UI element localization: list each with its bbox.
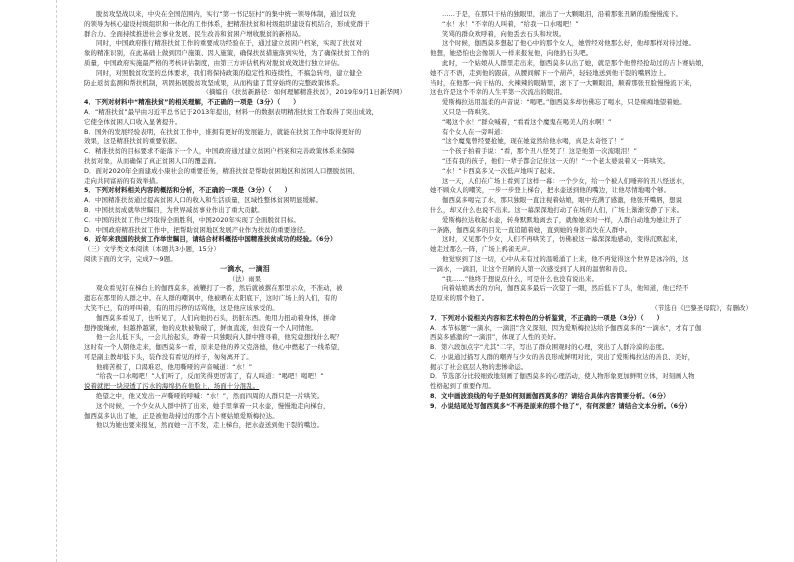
right-column-line [430, 245, 752, 255]
left-column-line [84, 392, 406, 402]
right-column-line [430, 10, 752, 20]
right-column-line [430, 206, 752, 216]
left-column-line [84, 98, 406, 108]
left-column-line-text: 它使全体贫困人口收入显著提升。 [84, 117, 182, 126]
left-column-line-text: 阅读下面的文字，完成7～9题。 [84, 254, 177, 263]
left-column-line [84, 235, 406, 245]
right-column-line [430, 216, 752, 226]
right-column-line-text: 一滴水，一滴泪，让这个丑陋的人第一次感受到了人间的温情和善良。 [430, 264, 632, 273]
right-column-line-text: 8．文中画波浪线的句子是如何刻画伽西莫多的？请结合具体内容简要分析。（6分） [430, 392, 670, 401]
right-column-line-text: 他觉察到了这一切，心中从未有过的温暖涌了上来，他不再觉得这个世界是冰冷的，这 [442, 254, 689, 263]
right-column-line-text: 性格起到了重要作用。 [430, 382, 495, 391]
left-column-line-text: A．中国精准扶贫通过提高贫困人口的收入和生活质量，区域性整体贫困明显缓解。 [84, 196, 323, 205]
right-column-line [430, 30, 752, 40]
right-column-line [430, 88, 752, 98]
left-column-line-text: 一滴水，一滴泪 [220, 264, 270, 273]
left-column-line-text: 走向共同富裕的有效举措。 [84, 176, 162, 185]
left-column-line [84, 137, 406, 147]
right-column-line [430, 275, 752, 285]
right-column-line [430, 98, 752, 108]
left-column-line [84, 196, 406, 206]
left-column-line [84, 206, 406, 216]
right-column-line-text: “这个魔鬼曾经要抢她，现在她竟然给他水喝，真是太奇怪了！” [442, 137, 625, 146]
left-column-line [84, 39, 406, 49]
left-column-line [84, 128, 406, 138]
left-column-line [84, 69, 406, 79]
left-column-line-text: 这时有一个人朝他走来，伽西莫多一看，原来是他的养父克洛德，他心中燃起了一线希望， [84, 343, 344, 352]
left-column-line-text: 观众看见钉在梯台上的伽西莫多，被鞭打了一番，然后就被撂在那里示众，不准动，被 [96, 284, 343, 293]
right-column-line [430, 226, 752, 236]
binding-margin-rule [56, 0, 57, 562]
left-column-line-text: （法）雨果 [228, 274, 262, 283]
left-column-line-text: 这个时候，一个少女从人群中挤了出来，她手里拿着一只水壶，慢慢地走向梯台， [96, 401, 330, 410]
left-column-line-text: D．面对2020年全面建成小康社会的重要任务，精准扶贫是帮助贫困地区和贫困人口摆脱贫困、 [84, 166, 359, 175]
right-column-line [430, 353, 752, 363]
right-column-line-text: ……于是，在那只干枯的独眼里，滚出了一大颗眼泪，沿着那张丑陋的脸慢慢流下。 [442, 10, 683, 18]
right-column-line [430, 392, 752, 402]
left-column-line [84, 147, 406, 157]
right-column-line-text: 一个孩子拍着手说：“看，那个丑八怪哭了！这是他第一次流眼泪！” [442, 147, 638, 156]
right-column-line [430, 382, 752, 392]
right-column-line-text: “水！”卡西莫多又一次低声地叫了起来。 [442, 166, 560, 175]
right-column-line-text: “还有我的孩子，他们一辈子都会记住这一天的！”一个老太婆说着又一阵哄笑。 [442, 156, 670, 165]
left-column-line [84, 157, 406, 167]
right-column-line [430, 363, 752, 373]
left-column-line-text: 4．下列对材料中“精准扶贫”的相关理解，不正确的一项是（3分）（ ） [84, 98, 300, 107]
right-column-line-text: 她不顾众人的嘲笑，一步一步登上梯台，把水壶送到他的嘴边，让他尽情地喝个够。 [430, 186, 671, 195]
left-column-line-text: 扶贫对象，从而确保了真正贫困人口的覆盖面。 [84, 156, 221, 165]
right-column-line-text: A．本节标题“一滴水，一滴泪”含义深刻，因为爱斯梅拉达给予伽西莫多的“一滴水”，才有了伽 [430, 323, 702, 332]
right-column-line [430, 196, 752, 206]
left-column-line [84, 372, 406, 382]
left-column-line [84, 177, 406, 187]
right-column-line-text: 此时，一个姑娘从人群里走出来，伽西莫多认出了她，就是那个他曾经抢劫过的吉卜赛姑娘， [442, 58, 709, 67]
right-column-line-text: 是原来的那个他了。 [430, 294, 489, 303]
right-column-line-text: （节选自《巴黎圣母院》，有删改） [651, 303, 752, 312]
left-column-line [84, 402, 406, 412]
right-column-line-text: C．小说通过描写人群的嘲弄与少女的善良形成鲜明对比，突出了爱斯梅拉达的善良、美好， [430, 352, 695, 361]
right-column-line-text: 这也许是这个不幸的人生平第一次流出的眼泪。 [430, 88, 567, 97]
left-column-line-text: 伽西莫多看见了，也听见了，人们向他扔石头，扔脏东西。他用力扭动着身体，拼命 [96, 313, 337, 322]
right-column-line [430, 147, 752, 157]
left-column-line-text: 遗忘在那里的人群之中。在人群的嘲讽中，他被晒在太阳底下，这时广场上的人们，有的 [84, 294, 338, 303]
left-column-line [84, 284, 406, 294]
right-column-line-text: “水！水！”不幸的人叫着，“给我一口水喝吧！” [442, 19, 579, 28]
right-column-line-text: 一条路，伽西莫多的目光一直追随着她，直到她的身影消失在人群中。 [430, 225, 632, 234]
right-column-line [430, 265, 752, 275]
right-column-line [430, 177, 752, 187]
left-column-line [84, 186, 406, 196]
left-column-line-text: 效果，这是精准扶贫的重要依据。 [84, 137, 182, 146]
right-column-line-text: 这一天，人们在广场上看到了这样一幕：一个少女，给一个被人们唾弃的丑八怪送水， [442, 176, 689, 185]
left-column-line [84, 226, 406, 236]
left-column-line-text: 可是副主教却低下头，装作没有看见的样子，匆匆离开了。 [84, 352, 253, 361]
left-column-line-text: 6．近年来我国的扶贫工作举世瞩目，请结合材料概括中国精准扶贫成功的经验。（6分） [84, 235, 337, 244]
left-column-line-text: 说着就把一块浸透了污水的海绵扔在他脸上，场面十分混乱。 [84, 382, 260, 391]
left-column-line-text: 象的精准识别，在此基础上做到因户施策、因人施策，确保扶贫措施落到实处，为了确保扶贫工作的 [84, 49, 370, 58]
left-column-line [84, 363, 406, 373]
right-column-line-text: 什么，却又什么也说不出来。这一幕深深地打动了在场的人们，广场上渐渐安静了下来。 [430, 205, 684, 214]
left-column-line [84, 421, 406, 431]
left-column-line-text: 他痛苦极了，口渴难忍，他用嘶哑的声音喊道：“水！” [96, 362, 253, 371]
right-column-line [430, 20, 752, 30]
right-column-line-text: 有个女人在一旁叫道： [442, 127, 507, 136]
left-column-line [84, 255, 406, 265]
right-column-line-text: 向着姑娘离去的方向，伽西莫多最后一次望了一眼，然后低下了头，他知道，他已经不 [442, 284, 689, 293]
left-column-line [84, 412, 406, 422]
right-column-line-text: 这时，又见那个少女，人们不再哄笑了，仿佛被这一幕深深地感动，变得沉默起来， [442, 235, 683, 244]
right-column-line [430, 69, 752, 79]
left-column-line-text: 伽西莫多认出了她，正是被他劫持过的那个吉卜赛姑娘爱斯梅拉达。 [84, 411, 279, 420]
left-column-line-text: 他一会儿低下头，一会儿抬起头，睁着一只独眼向人群中搜寻着，他究竟想找什么呢？ [96, 333, 343, 342]
right-column-line [430, 128, 752, 138]
right-column-line [430, 137, 752, 147]
left-column-line-text: B．中国扶贫成就举世瞩目，为世界减贫事业作出了重大贡献。 [84, 205, 264, 214]
left-column-line [84, 49, 406, 59]
right-column-line [430, 304, 752, 314]
left-column-line-text: 绝望之中，他又发出一声嘶哑的呼喊：“水！”，然而四周的人群只是一片哄笑。 [96, 392, 324, 401]
left-column-line-text: （三）文学类文本阅读（本题共3小题，15分） [84, 245, 220, 254]
left-column-line-text: 5．下列对材料相关内容的概括和分析，不正确的一项是（3分）（ ） [84, 186, 292, 195]
right-column-line [430, 294, 752, 304]
left-column-line-text: D．中国政府精准扶贫工作中，把帮助贫困地区发展产业作为扶贫的重要途径。 [84, 225, 310, 234]
left-column-line [84, 304, 406, 314]
right-column-line [430, 108, 752, 118]
left-column-line [84, 108, 406, 118]
right-column-line-text: D．节选部分比较细致地刻画了伽西莫多的心理活动，使人物形象更加鲜明立体，对刻画人物 [430, 372, 695, 381]
left-column-line [84, 216, 406, 226]
left-column-line-text: 他以为她也要来报复，然而她一言不发，走上梯台，把水壶送到他干裂的嘴边。 [96, 421, 324, 430]
right-column-line-text: 爱斯梅拉达用温柔的声音说：“喝吧。”伽西莫多却仿佛忘了喝水，只是痴痴地望着她。 [442, 98, 686, 107]
right-column-line-text: 她不言不语，走到他的跟前，从腰间解下一个葫芦，轻轻地送到他干裂的嘴唇边上。 [430, 68, 671, 77]
right-column-line [430, 333, 752, 343]
right-column-line-text: 又只是一阵哄笑。 [442, 107, 494, 116]
right-column-line-text: 他想，她恐怕也会像别人一样来报复他，向他扔石头吧。 [430, 49, 593, 58]
right-column-line [430, 343, 752, 353]
right-column-line-text: 西莫多感激的“一滴泪”，体现了人性的美好。 [430, 333, 561, 342]
left-column-line-text: A．“精准扶贫”最早由习近平总书记于2013年提出，材料一的数据表明精准扶贫工作取得了突出成效， [84, 107, 379, 116]
right-column-line [430, 255, 752, 265]
right-column-line [430, 39, 752, 49]
left-column-line-text: C．中国的扶贫工作已经取得全面胜利，中国2020年实现了全面脱贫目标。 [84, 215, 300, 224]
right-column-line [430, 167, 752, 177]
right-column-line [430, 372, 752, 382]
left-column-line [84, 10, 406, 20]
left-column-line-text: 想挣脱绳索，但越挣越紧，他的皮肤被勒破了，鲜血直流，但没有一个人同情他。 [84, 323, 318, 332]
left-column-line-text: 的领导为核心建设村级组织和一体化的工作体系，把精准扶贫和村级组织建设有机结合，形成党群干 [84, 19, 370, 28]
right-column-line [430, 79, 752, 89]
right-column [430, 10, 752, 412]
left-column-line [84, 314, 406, 324]
right-column-line-text: 伽西莫多喝完了水，那只独眼一直注视着姑娘，眼中充满了感激，他张开嘴唇，想说 [442, 196, 683, 205]
left-column-line [84, 294, 406, 304]
right-column-line-text: “我……”他终于想说点什么，可是什么也没有说出来。 [442, 274, 599, 283]
left-column-line [84, 79, 406, 89]
left-column-line-text: 脱贫攻坚战以来，中央在全国范围内，实行“第一书记驻村”的集中统一领导体制，通过以党 [96, 10, 356, 18]
right-column-line [430, 324, 752, 334]
left-column-line [84, 353, 406, 363]
left-column-line [84, 275, 406, 285]
left-column-line [84, 245, 406, 255]
right-column-line [430, 235, 752, 245]
right-column-line-text: 揭示了社会底层人物的悲惨命运。 [430, 362, 528, 371]
left-column-line [84, 324, 406, 334]
left-column-line-text: 防止返贫监测和帮扶机制，巩固拓展脱贫攻坚成果，从而构建了贯穿始终的完整政策体系。 [84, 78, 344, 87]
left-column-line [84, 30, 406, 40]
right-column-line-text: B．第六段加点字“尤其”二字，写出了群众围观时的心理，突出了人群冷漠的态度。 [430, 343, 669, 352]
left-column-line [84, 382, 406, 392]
left-column-line-text: C．精准扶贫的目标要求不能落下一个人，中国政府通过建立贫困户档案和完善政策体系来保障 [84, 147, 355, 156]
right-column-line-text: 这个时候，伽西莫多想起了他心中的那个女人，她曾经对他那么好，他却那样对待过她。 [442, 39, 696, 48]
left-column-line-text: 质量，中国政府实施最严格的考核评估制度，由第三方评估机构对脱贫成效进行独立评估。 [84, 58, 344, 67]
left-column-line-text: B．国外的发展经验表明，在扶贫工作中，谁拥有更好的发展能力，就能在扶贫工作中取得更好的 [84, 127, 362, 136]
right-column-line-text: 她走过那么一阵，广场上鸦雀无声。 [430, 245, 534, 254]
right-column-line [430, 49, 752, 59]
left-column-line-text: 同时，对照脱贫攻坚的总体要求，我们将保持政策的稳定性和连续性，不搞急转弯，建立健全 [96, 68, 363, 77]
right-column-line [430, 284, 752, 294]
right-column-line [430, 118, 752, 128]
left-column-line [84, 265, 406, 275]
left-column-line-text: 群合力、全面持续推进社会事业发展、民生改善和贫困户增收脱贫的新格局。 [84, 29, 305, 38]
left-column-line [84, 333, 406, 343]
left-column-line-text: 大笑不已，有的呼叫着，有的用污秽的话骂他，这是他应该承受的。 [84, 303, 279, 312]
left-column-line-text: 同时，中国政府推行精准扶贫工作的重要成功经验在于，通过建立贫困户档案，实现了扶贫对 [96, 39, 363, 48]
right-column-line-text: “喝这个水！”群众喊着，“看看这个魔鬼在喝美人的水啊！” [442, 117, 612, 126]
right-column-line [430, 186, 752, 196]
right-column-line [430, 402, 752, 412]
left-column-line [84, 118, 406, 128]
right-column-line-text: 当时，在他那一向干枯的、火辣辣的眼睛里，滚下了一大颗眼泪，顺着那张丑脸慢慢流下来， [430, 78, 697, 87]
left-column-line [84, 59, 406, 69]
left-column-line-text: “给我一口水喝吧！”人们听了，反而笑得更厉害了，有人叫道：“喝吧！喝吧！” [96, 372, 324, 381]
left-column-line [84, 20, 406, 30]
right-column-line [430, 157, 752, 167]
left-column-line-text: （摘编自《扶贫新路径：如何理解精准扶贫》，2019年9月1日新华网） [202, 88, 406, 97]
right-column-line [430, 59, 752, 69]
left-column-line [84, 167, 406, 177]
left-column-line [84, 343, 406, 353]
right-column-line [430, 314, 752, 324]
right-column-line-text: 笑骂的群众欢呼着，向他丢去石头和垃圾。 [442, 29, 566, 38]
left-column-line [84, 88, 406, 98]
right-column-line-text: 9．小说结尾处写伽西莫多“不再是原来的那个他了”，有何深意？请结合文本分析。（6分） [430, 401, 692, 410]
right-column-line-text: 爱斯梅拉达收起水壶，转身默默地离去了，就像她来时一样，人群自动地为她让开了 [442, 215, 683, 224]
left-column [84, 10, 406, 431]
right-column-line-text: 7．下列对小说相关内容和艺术特色的分析鉴赏，不正确的一项是（3分）（ ） [430, 313, 664, 322]
